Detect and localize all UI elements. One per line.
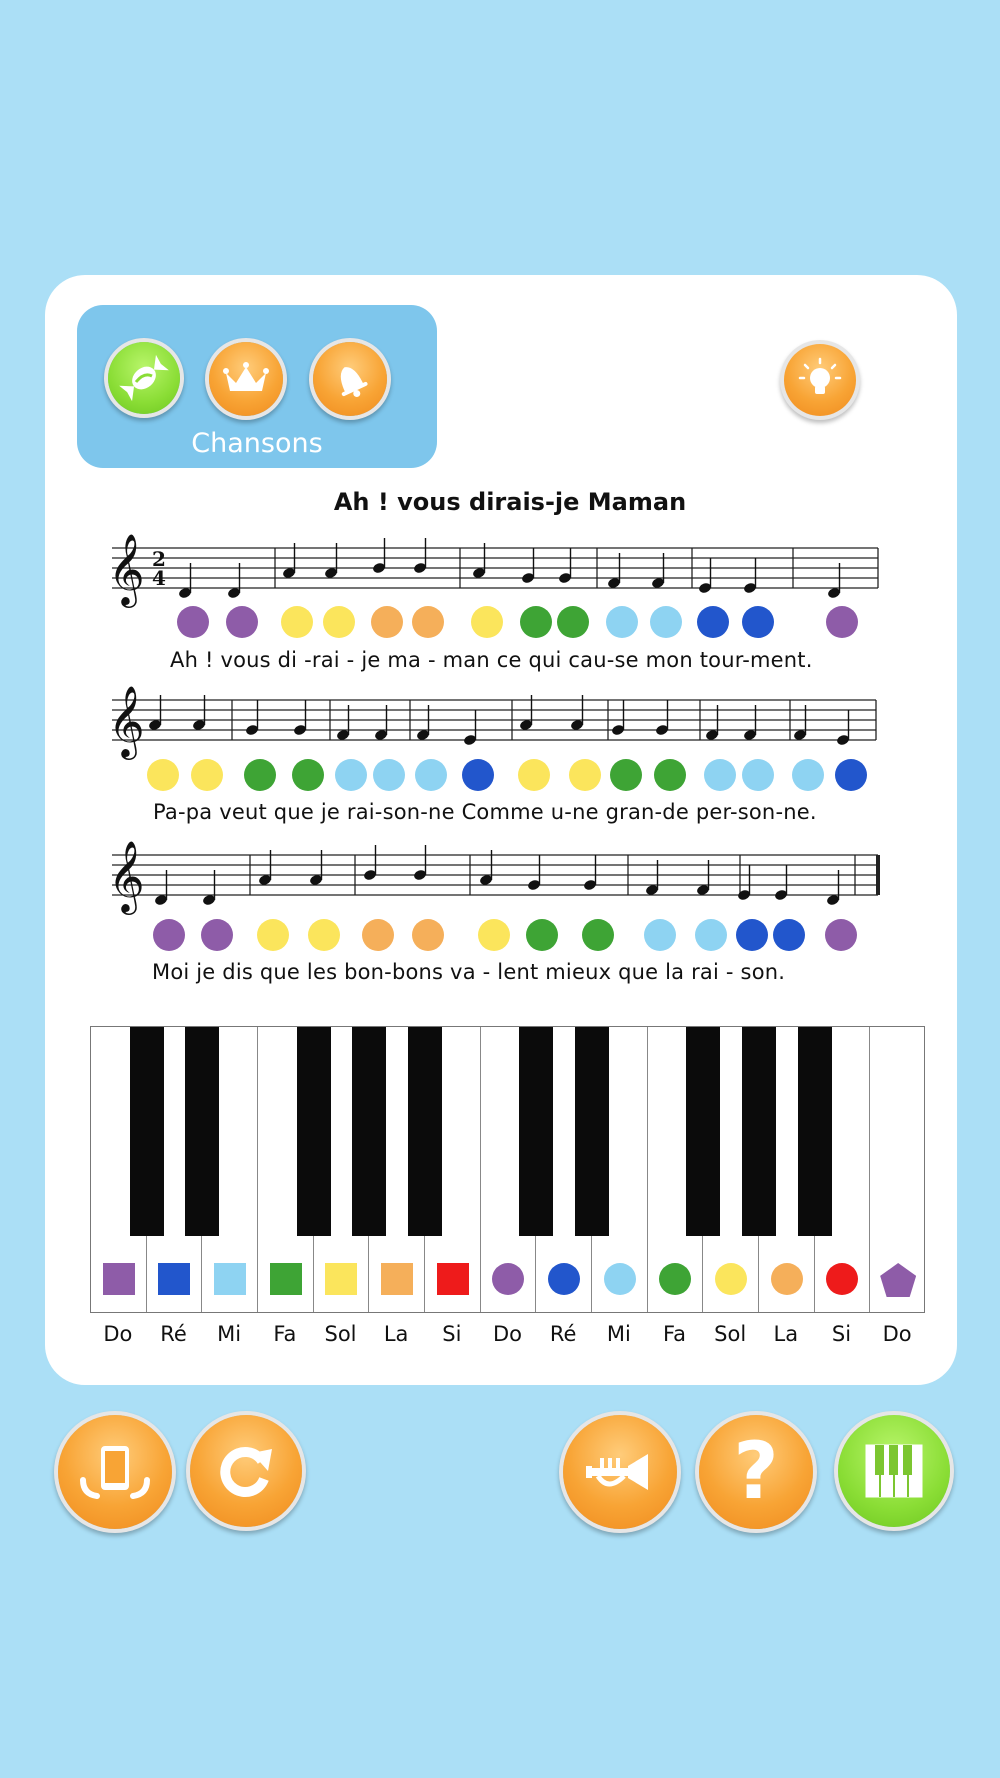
replay-button[interactable] bbox=[190, 1415, 302, 1527]
note-color-dot bbox=[569, 759, 601, 791]
black-key[interactable] bbox=[798, 1027, 832, 1236]
note-color-dot bbox=[462, 759, 494, 791]
white-key[interactable] bbox=[870, 1027, 926, 1312]
note-color-dot bbox=[520, 606, 552, 638]
key-label: Mi bbox=[217, 1322, 242, 1346]
note-color-dot bbox=[742, 606, 774, 638]
key-label: Do bbox=[103, 1322, 133, 1346]
note-color-dot bbox=[610, 759, 642, 791]
note-color-dot bbox=[826, 606, 858, 638]
note-color-dot bbox=[773, 919, 805, 951]
black-key[interactable] bbox=[185, 1027, 219, 1236]
black-key[interactable] bbox=[575, 1027, 609, 1236]
piano-keyboard bbox=[90, 1026, 925, 1313]
black-key[interactable] bbox=[519, 1027, 553, 1236]
key-label: Ré bbox=[160, 1322, 187, 1346]
black-key[interactable] bbox=[686, 1027, 720, 1236]
mode-label: Chansons bbox=[191, 428, 323, 459]
key-color-marker bbox=[270, 1263, 302, 1295]
note-color-dot bbox=[371, 606, 403, 638]
staff-2 bbox=[108, 684, 876, 791]
note-color-dot bbox=[281, 606, 313, 638]
key-label: La bbox=[773, 1322, 799, 1346]
key-label: Fa bbox=[662, 1322, 687, 1346]
key-color-marker bbox=[548, 1263, 580, 1295]
note-color-dot bbox=[412, 919, 444, 951]
black-key[interactable] bbox=[742, 1027, 776, 1236]
lyrics-line-2: Pa-pa veut que je rai-son-ne Comme u-ne gran-de per-son-ne. bbox=[153, 800, 817, 824]
lyrics-line-1: Ah ! vous di -rai - je ma - man ce qui cau-se mon tour-ment. bbox=[170, 648, 813, 672]
note-color-dot bbox=[373, 759, 405, 791]
note-color-dot bbox=[742, 759, 774, 791]
replay-icon bbox=[206, 1431, 286, 1511]
rotate-device-icon bbox=[75, 1432, 155, 1512]
note-color-dot bbox=[654, 759, 686, 791]
key-label: Sol bbox=[714, 1322, 747, 1346]
key-label: Sol bbox=[324, 1322, 357, 1346]
note-color-dot bbox=[736, 919, 768, 951]
key-color-marker bbox=[715, 1263, 747, 1295]
key-color-marker bbox=[381, 1263, 413, 1295]
note-color-dot bbox=[650, 606, 682, 638]
note-color-dot bbox=[415, 759, 447, 791]
piano-mode-button[interactable] bbox=[838, 1415, 950, 1527]
note-color-dot bbox=[153, 919, 185, 951]
key-color-marker bbox=[103, 1263, 135, 1295]
black-key[interactable] bbox=[352, 1027, 386, 1236]
key-color-marker bbox=[659, 1263, 691, 1295]
key-color-marker bbox=[492, 1263, 524, 1295]
key-color-marker bbox=[771, 1263, 803, 1295]
black-key[interactable] bbox=[408, 1027, 442, 1236]
note-color-dot bbox=[412, 606, 444, 638]
key-color-marker bbox=[826, 1263, 858, 1295]
key-color-marker bbox=[325, 1263, 357, 1295]
note-color-dot bbox=[177, 606, 209, 638]
note-color-dot bbox=[825, 919, 857, 951]
note-color-dot bbox=[244, 759, 276, 791]
trumpet-icon bbox=[578, 1430, 662, 1514]
note-color-dot bbox=[362, 919, 394, 951]
time-signature-bottom: 4 bbox=[152, 566, 166, 590]
help-button[interactable] bbox=[699, 1415, 813, 1529]
note-color-dot bbox=[695, 919, 727, 951]
note-color-dot bbox=[201, 919, 233, 951]
note-color-dot bbox=[292, 759, 324, 791]
note-color-dot bbox=[308, 919, 340, 951]
note-color-dot bbox=[518, 759, 550, 791]
note-color-dot bbox=[557, 606, 589, 638]
key-color-marker bbox=[880, 1263, 916, 1297]
note-color-dot bbox=[582, 919, 614, 951]
note-color-dot bbox=[191, 759, 223, 791]
treble-clef-icon: 𝄞 bbox=[108, 684, 145, 757]
key-label: Do bbox=[882, 1322, 912, 1346]
staff-1 bbox=[108, 532, 878, 638]
key-label: Si bbox=[831, 1322, 852, 1346]
key-label: Ré bbox=[549, 1322, 577, 1346]
treble-clef-icon: 𝄞 bbox=[108, 532, 145, 605]
time-signature-top: 2 bbox=[152, 547, 166, 571]
lyrics-line-3: Moi je dis que les bon-bons va - lent mieux que la rai - son. bbox=[152, 960, 786, 984]
note-color-dot bbox=[644, 919, 676, 951]
rotate-device-button[interactable] bbox=[58, 1415, 172, 1529]
note-color-dot bbox=[147, 759, 179, 791]
help-icon: ? bbox=[733, 1427, 779, 1517]
key-label: Do bbox=[492, 1322, 523, 1346]
key-label: Fa bbox=[273, 1322, 297, 1346]
black-key[interactable] bbox=[130, 1027, 164, 1236]
note-color-dot bbox=[257, 919, 289, 951]
key-label: Si bbox=[442, 1322, 462, 1346]
key-label: Mi bbox=[606, 1322, 631, 1346]
note-color-dot bbox=[697, 606, 729, 638]
key-color-marker bbox=[437, 1263, 469, 1295]
note-color-dot bbox=[835, 759, 867, 791]
note-color-dot bbox=[323, 606, 355, 638]
key-color-marker bbox=[604, 1263, 636, 1295]
black-key[interactable] bbox=[297, 1027, 331, 1236]
note-color-dot bbox=[226, 606, 258, 638]
key-color-marker bbox=[214, 1263, 246, 1295]
note-color-dot bbox=[606, 606, 638, 638]
piano-icon bbox=[856, 1433, 932, 1509]
staff-3 bbox=[108, 839, 878, 951]
treble-clef-icon: 𝄞 bbox=[108, 839, 145, 912]
key-color-marker bbox=[158, 1263, 190, 1295]
key-label: La bbox=[383, 1322, 409, 1346]
instrument-button[interactable] bbox=[563, 1415, 677, 1529]
song-title: Ah ! vous dirais-je Maman bbox=[333, 488, 687, 516]
note-color-dot bbox=[526, 919, 558, 951]
note-color-dot bbox=[478, 919, 510, 951]
note-color-dot bbox=[792, 759, 824, 791]
note-color-dot bbox=[335, 759, 367, 791]
note-color-dot bbox=[704, 759, 736, 791]
note-color-dot bbox=[471, 606, 503, 638]
